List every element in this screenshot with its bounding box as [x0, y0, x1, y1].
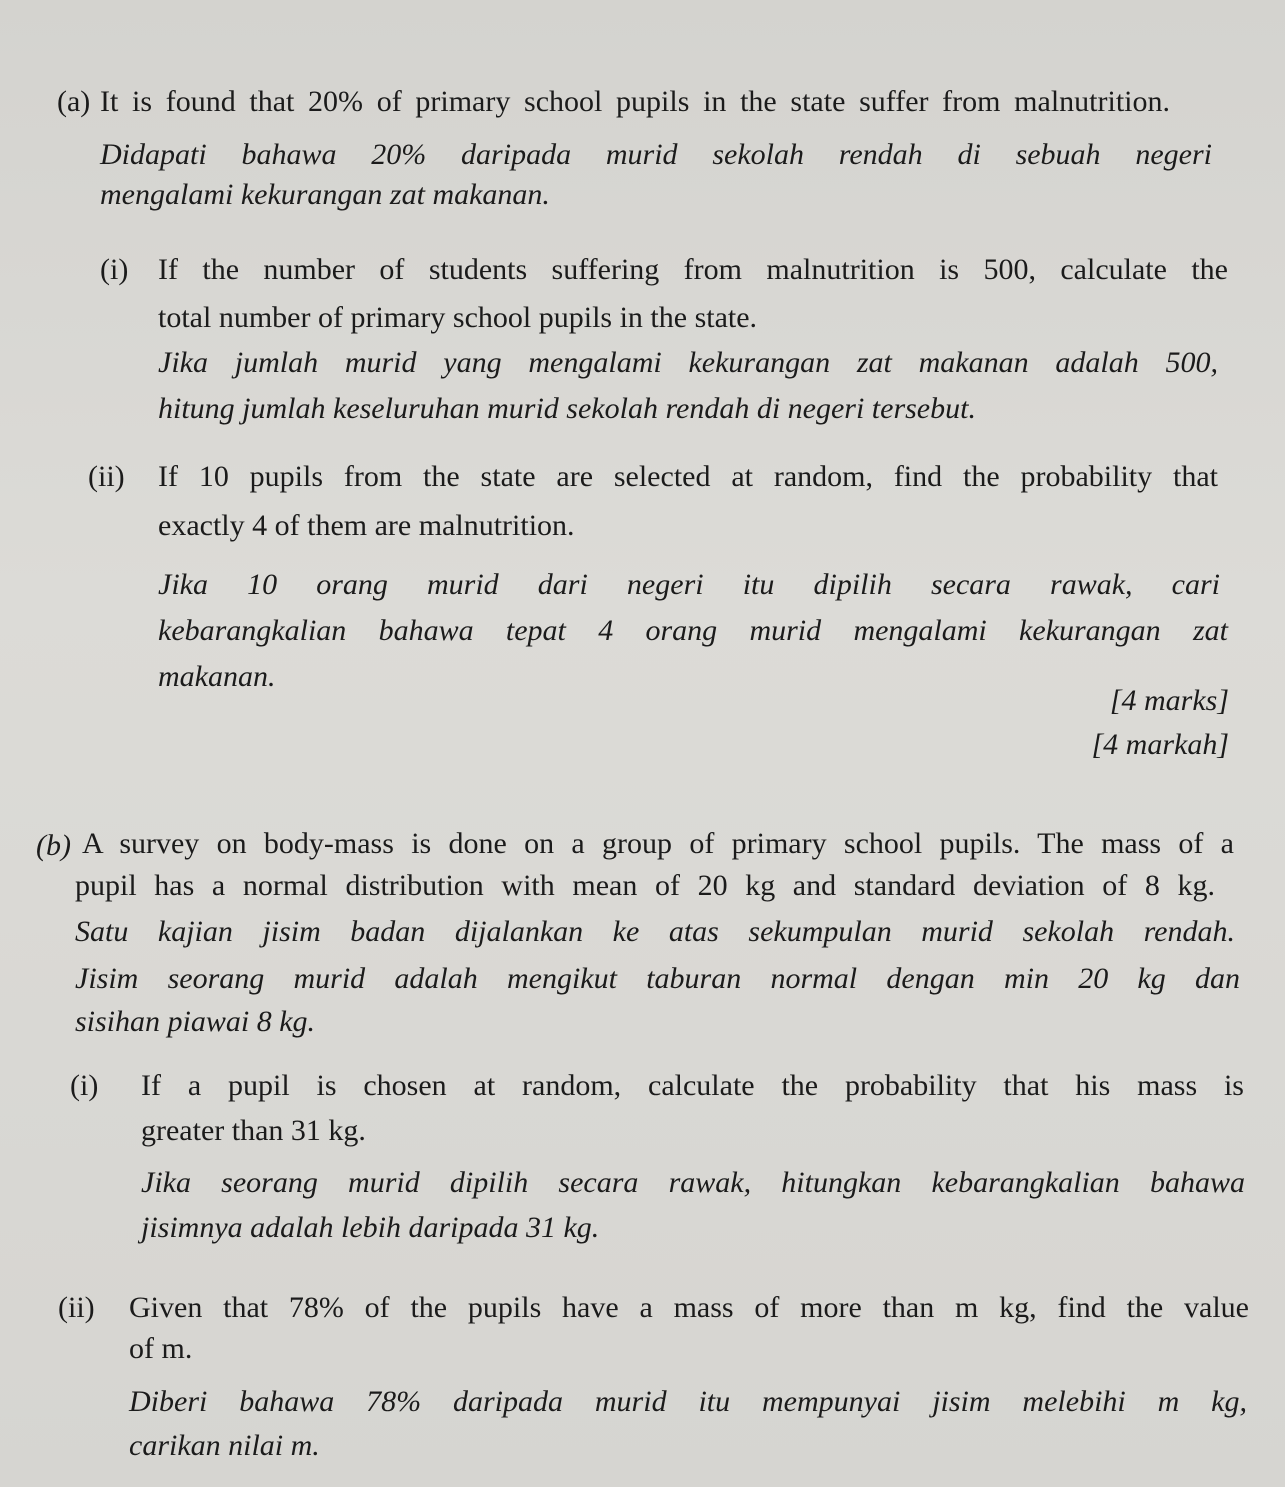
- part-a-ms-line-1: Didapati bahawa 20% daripada murid sekolah rendah di sebuah negeri: [100, 138, 1212, 171]
- part-b-i-label: (i): [70, 1069, 99, 1102]
- part-b-ii-label: (ii): [58, 1291, 95, 1324]
- part-a-label: (a): [57, 85, 91, 118]
- part-a-ms-line-2: mengalami kekurangan zat makanan.: [100, 178, 550, 211]
- marks-en: [4 marks]: [1109, 684, 1229, 717]
- part-a-ii-en-line-2: exactly 4 of them are malnutrition.: [158, 509, 575, 542]
- part-a-en-line-1: It is found that 20% of primary school pupils in the state suffer from malnutrition.: [100, 85, 1170, 118]
- marks-ms: [4 markah]: [1091, 728, 1229, 761]
- part-b-i-ms-line-2: jisimnya adalah lebih daripada 31 kg.: [141, 1211, 600, 1244]
- part-b-en-line-1: A survey on body-mass is done on a group of primary school pupils. The mass of a: [82, 827, 1234, 860]
- part-b-i-en-line-1: If a pupil is chosen at random, calculate the probability that his mass is: [141, 1069, 1244, 1102]
- part-b-ms-line-1: Satu kajian jisim badan dijalankan ke atas sekumpulan murid sekolah rendah.: [75, 915, 1235, 948]
- part-a-i-en-line-1: If the number of students suffering from malnutrition is 500, calculate the: [158, 253, 1228, 286]
- part-b-en-line-2: pupil has a normal distribution with mean of 20 kg and standard deviation of 8 kg.: [75, 869, 1215, 902]
- part-a-i-ms-line-1: Jika jumlah murid yang mengalami kekurangan zat makanan adalah 500,: [158, 346, 1218, 379]
- part-b-ii-ms-line-1: Diberi bahawa 78% daripada murid itu mempunyai jisim melebihi m kg,: [129, 1385, 1247, 1418]
- part-a-i-ms-line-2: hitung jumlah keseluruhan murid sekolah rendah di negeri tersebut.: [158, 392, 976, 425]
- part-b-label: (b): [36, 829, 71, 862]
- part-b-ii-ms-line-2: carikan nilai m.: [129, 1429, 320, 1462]
- part-b-ms-line-3: sisihan piawai 8 kg.: [75, 1005, 316, 1038]
- part-a-ii-ms-line-3: makanan.: [158, 660, 276, 693]
- part-b-ms-line-2: Jisim seorang murid adalah mengikut taburan normal dengan min 20 kg dan: [75, 962, 1240, 995]
- part-a-i-label: (i): [100, 253, 129, 286]
- part-a-ii-ms-line-2: kebarangkalian bahawa tepat 4 orang murid mengalami kekurangan zat: [158, 614, 1228, 647]
- part-b-ii-en-line-2: of m.: [129, 1332, 193, 1365]
- part-b-i-ms-line-1: Jika seorang murid dipilih secara rawak, hitungkan kebarangkalian bahawa: [141, 1166, 1245, 1199]
- part-a-ii-ms-line-1: Jika 10 orang murid dari negeri itu dipilih secara rawak, cari: [158, 568, 1220, 601]
- part-a-ii-label: (ii): [88, 460, 125, 493]
- part-b-ii-en-line-1: Given that 78% of the pupils have a mass of more than m kg, find the value: [129, 1291, 1249, 1324]
- part-b-i-en-line-2: greater than 31 kg.: [141, 1114, 366, 1147]
- part-a-i-en-line-2: total number of primary school pupils in the state.: [158, 301, 758, 334]
- part-a-ii-en-line-1: If 10 pupils from the state are selected at random, find the probability that: [158, 460, 1218, 493]
